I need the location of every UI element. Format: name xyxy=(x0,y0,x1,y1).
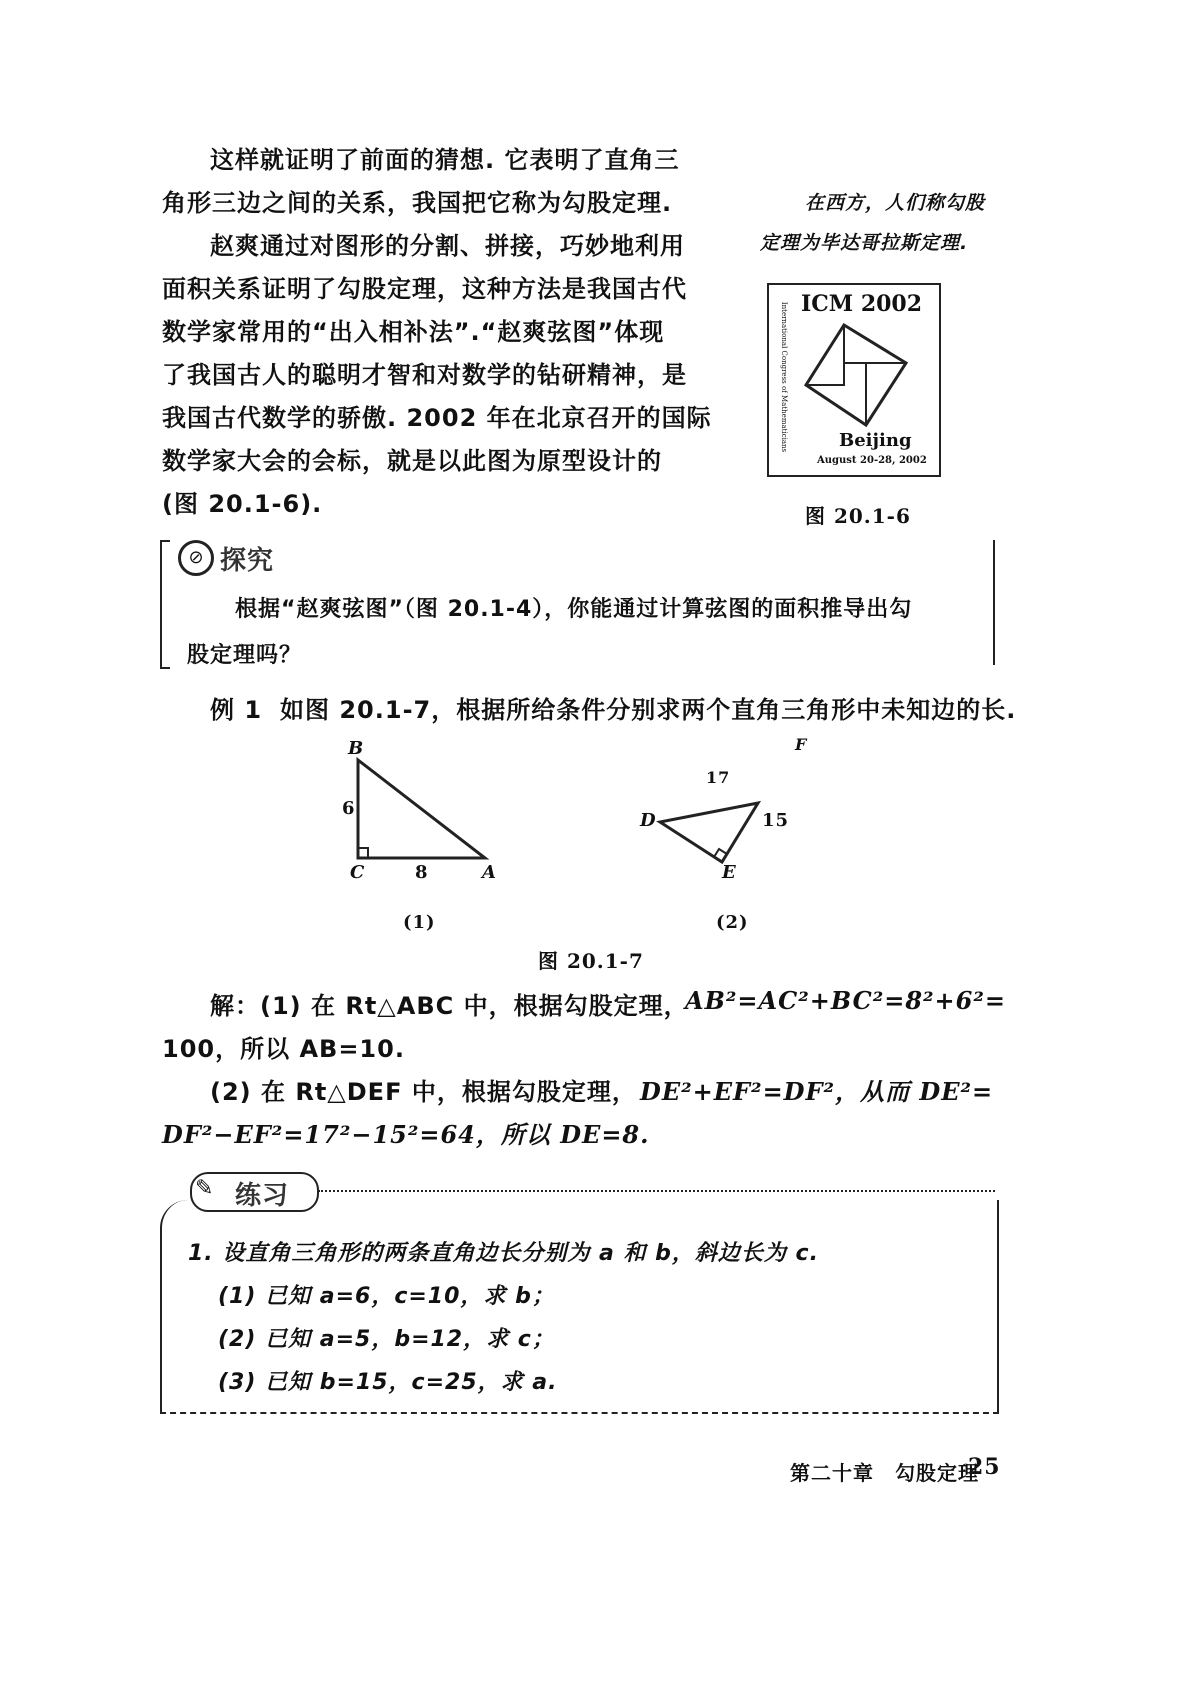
example-label: 例 1 xyxy=(210,696,263,724)
vertex-label: B xyxy=(348,738,365,759)
body-line: 角形三边之间的关系，我国把它称为勾股定理. xyxy=(162,189,673,217)
solution-line: 解：(1) 在 Rt△ABC 中，根据勾股定理， xyxy=(210,992,689,1020)
explore-line: 根据“赵爽弦图”（图 20.1-4），你能通过计算弦图的面积推导出勾 xyxy=(235,597,913,622)
vertex-label: F xyxy=(795,735,808,754)
explore-title: 探究 xyxy=(220,546,275,576)
exercise-item: (1) 已知 a=6，c=10，求 b； xyxy=(218,1284,555,1309)
margin-note: 在西方，人们称勾股 xyxy=(805,192,986,214)
body-line: (图 20.1-6). xyxy=(162,490,323,518)
subfigure-label: (2) xyxy=(716,912,749,933)
solution-line: (2) 在 Rt△DEF 中，根据勾股定理， xyxy=(210,1078,637,1106)
practice-top-rule xyxy=(318,1190,995,1192)
body-line: 赵爽通过对图形的分割、拼接，巧妙地利用 xyxy=(210,232,685,260)
page-number: 25 xyxy=(968,1454,1001,1480)
triangle-abc xyxy=(358,760,485,858)
body-line: 数学家大会的会标，就是以此图为原型设计的 xyxy=(162,447,662,475)
figure-caption: 图 20.1-7 xyxy=(538,949,644,973)
logo-date: August 20-28, 2002 xyxy=(817,455,927,466)
side-label: 17 xyxy=(706,768,731,787)
zhao-shuang-diagram xyxy=(804,323,909,428)
body-line: 这样就证明了前面的猜想. 它表明了直角三 xyxy=(210,146,680,174)
solution-line: 100，所以 AB=10. xyxy=(162,1035,405,1063)
solution-math: DE²+EF²=DF²，从而 DE²= xyxy=(640,1077,994,1106)
side-label: 6 xyxy=(342,798,356,819)
exercise-question: 1. 设直角三角形的两条直角边长分别为 a 和 b，斜边长为 c. xyxy=(188,1241,819,1266)
body-line: 面积关系证明了勾股定理，这种方法是我国古代 xyxy=(162,275,687,303)
vertex-label: E xyxy=(722,862,737,883)
logo-city: Beijing xyxy=(839,430,912,451)
vertex-label: A xyxy=(482,862,497,883)
example-text: 如图 20.1-7，根据所给条件分别求两个直角三角形中未知边的长. xyxy=(280,696,1017,724)
exercise-item: (3) 已知 b=15，c=25，求 a. xyxy=(218,1370,558,1395)
icm-logo xyxy=(767,283,941,477)
explore-right-rule xyxy=(993,540,995,665)
explore-line: 股定理吗？ xyxy=(187,643,303,668)
vertex-label: D xyxy=(640,810,657,831)
vertex-label: C xyxy=(350,862,366,883)
explore-left-bracket xyxy=(160,540,170,669)
practice-title: 练习 xyxy=(235,1181,290,1211)
margin-note: 定理为毕达哥拉斯定理. xyxy=(760,232,969,254)
body-line: 我国古代数学的骄傲. 2002 年在北京召开的国际 xyxy=(162,404,712,432)
exercise-item: (2) 已知 a=5，b=12，求 c； xyxy=(218,1327,555,1352)
body-line: 了我国古人的聪明才智和对数学的钻研精神，是 xyxy=(162,361,687,389)
side-label: 15 xyxy=(762,810,790,831)
solution-line: DF²−EF²=17²−15²=64，所以 DE=8. xyxy=(162,1120,650,1149)
solution-math: AB²=AC²+BC²=8²+6²= xyxy=(685,986,1006,1015)
logo-side-text: International Congress of Mathematicians xyxy=(780,301,788,453)
explore-icon: ⊘ xyxy=(178,540,214,576)
side-label: 8 xyxy=(415,862,429,883)
practice-icon: ✎ xyxy=(195,1176,214,1201)
body-line: 数学家常用的“出入相补法”.“赵爽弦图”体现 xyxy=(162,318,665,346)
chapter-footer: 第二十章 勾股定理 xyxy=(790,1461,979,1485)
figure-caption: 图 20.1-6 xyxy=(805,504,911,528)
logo-title: ICM 2002 xyxy=(801,291,923,317)
subfigure-label: (1) xyxy=(403,912,436,933)
triangle-def xyxy=(660,803,758,862)
